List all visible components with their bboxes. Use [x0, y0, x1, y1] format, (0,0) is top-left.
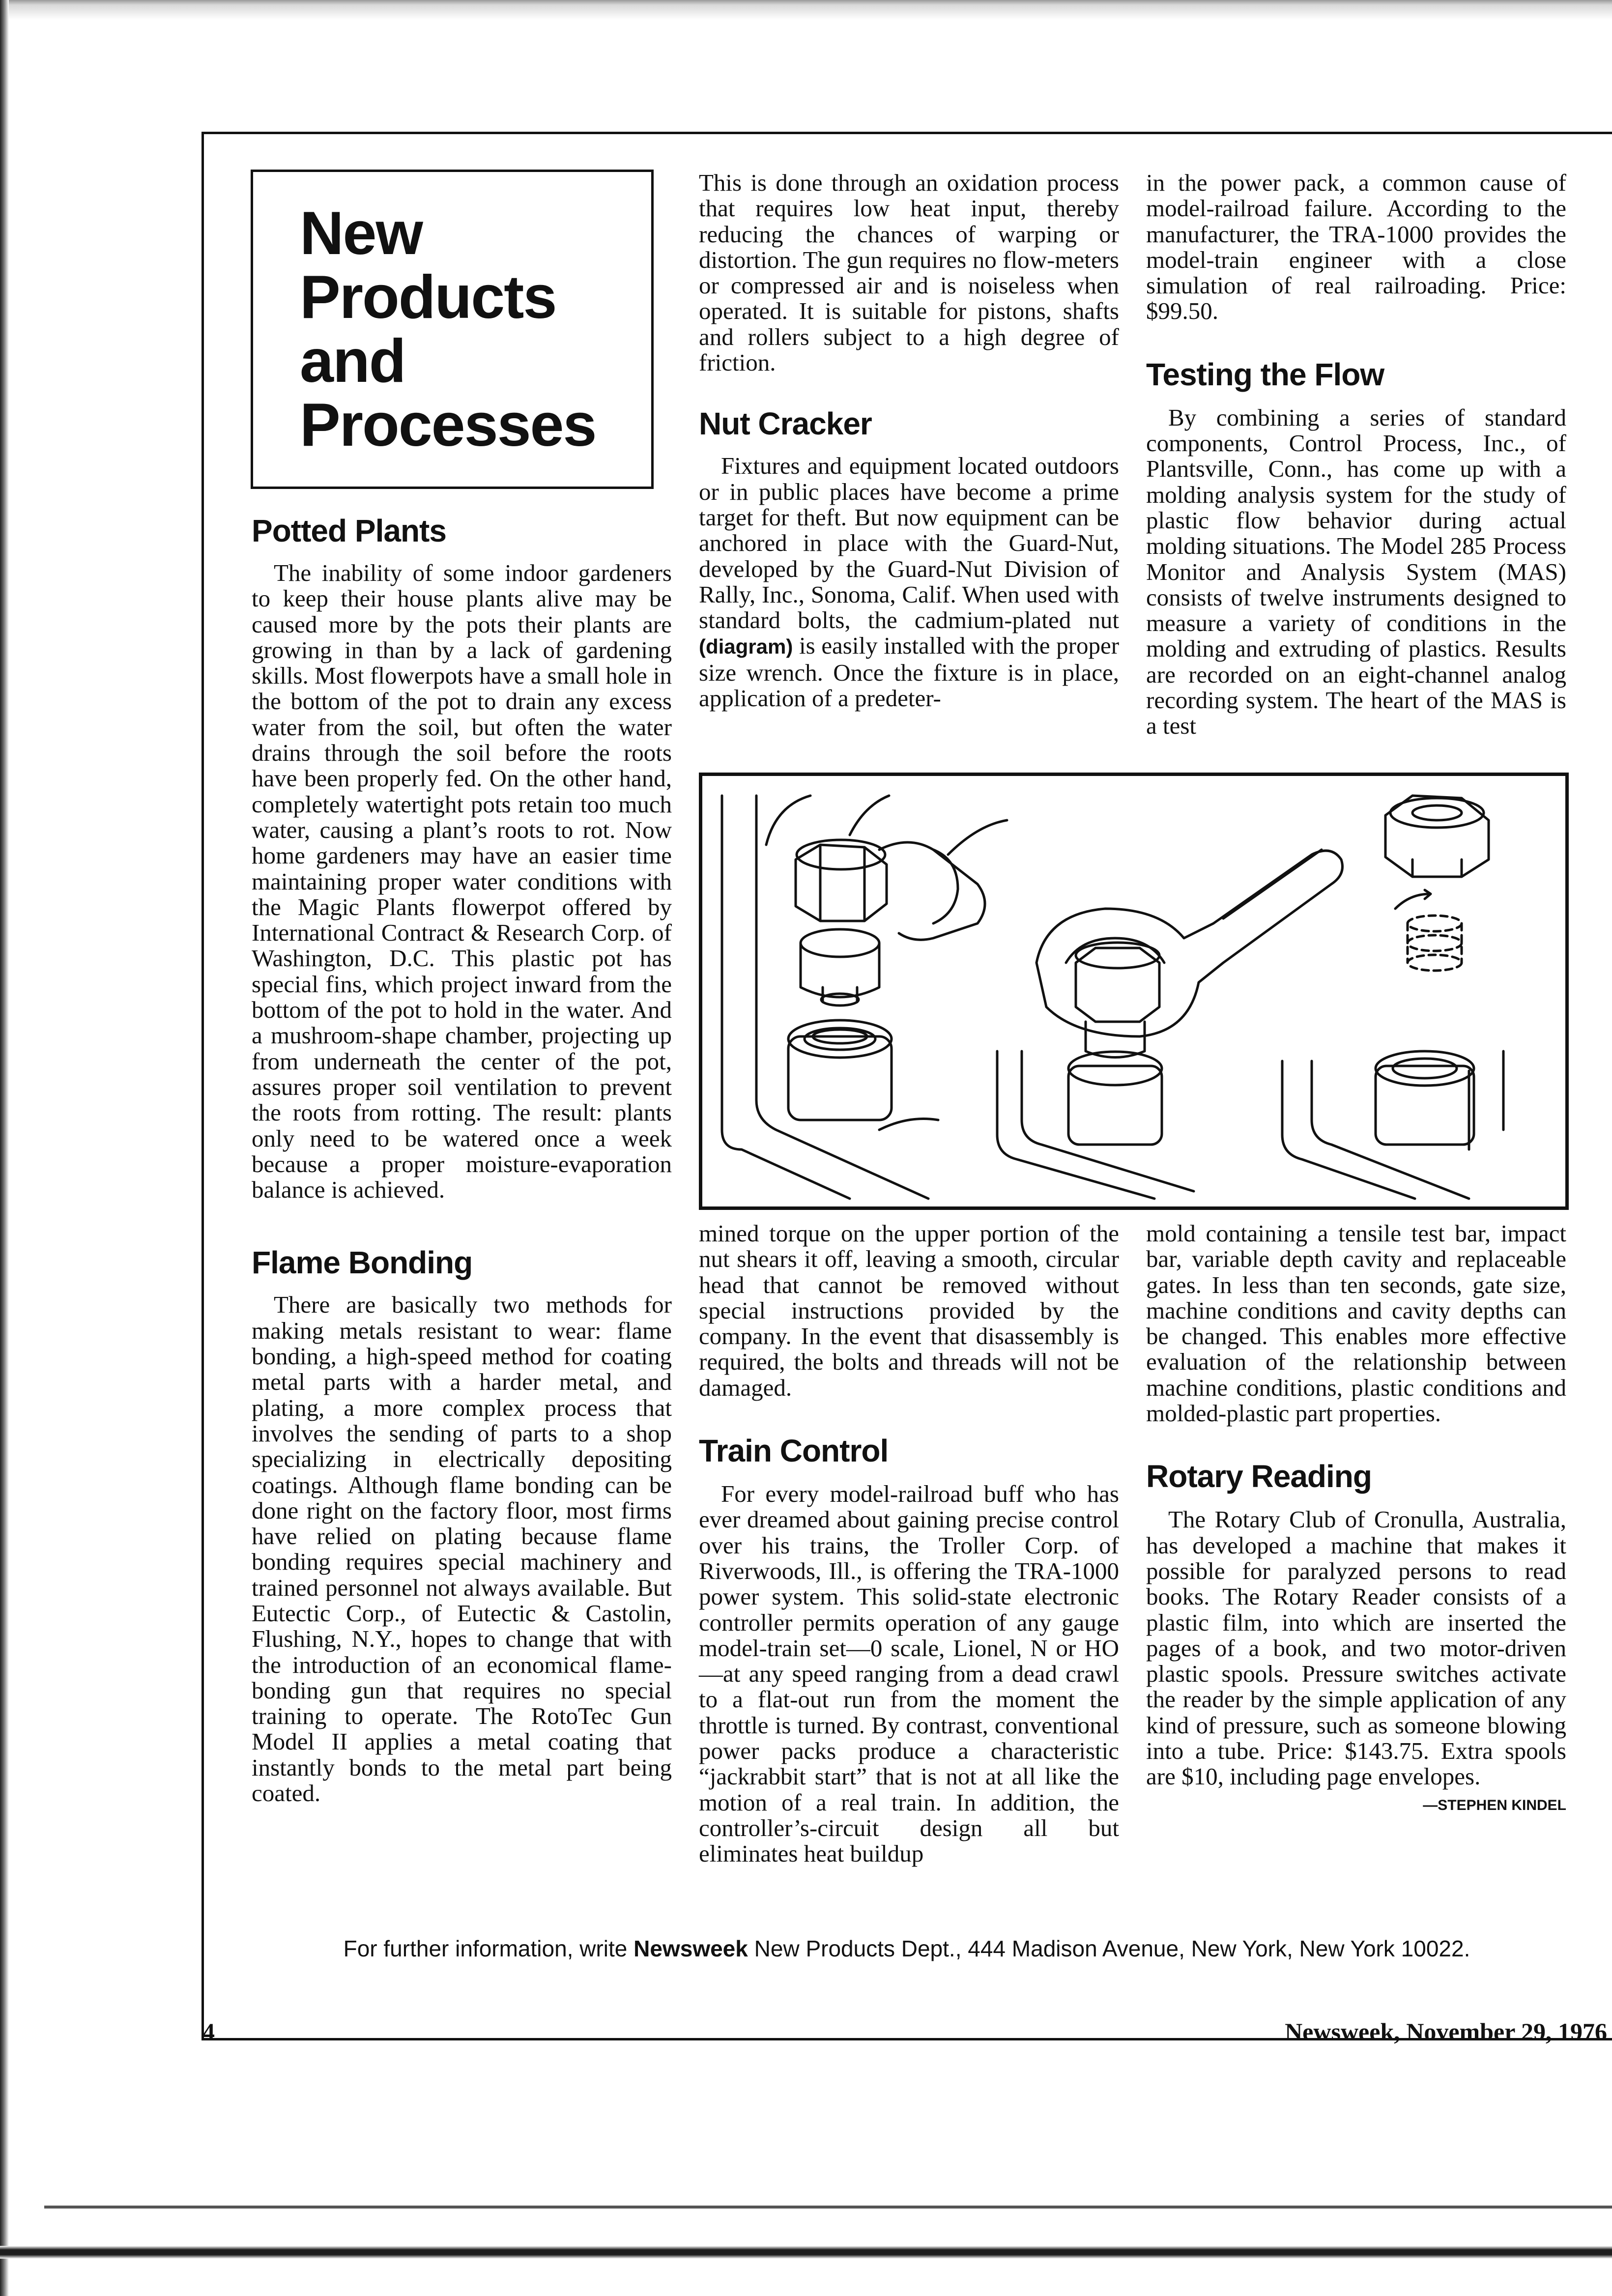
title-line: and [300, 327, 405, 395]
paragraph-nut-cracker [699, 453, 1119, 711]
diagram-reference: (diagram) [699, 635, 793, 659]
column-2-lower [699, 1221, 1119, 1867]
title-box [251, 170, 654, 489]
paragraph-flame-bonding-cont: This is done through an oxidation process that requires low heat input, thereby reducing the chances of warping or distortion. The gun requires no flow-meters or compressed air and is noiseless when operated. It is suitable for pistons, shafts and rollers subject to a high degree of friction. [699, 169, 1119, 376]
column-3-lower [1146, 1221, 1566, 1818]
paragraph-train-control: For every model-railroad buff who has ever dreamed about gaining precise control over his trains, the Troller Corp. of Riverwoods, Ill., is offering the TRA-1000 power system. This solid-state electronic controller permits operation of any gauge model-train set—0 scale, Lionel, N or HO—at any speed ranging from a dead crawl to a flat-out run from the moment the throttle is turned. By contrast, conventional power packs produce a characteristic “jackrabbit start” that is not at all like the motion of a real train. In addition, the controller’s-circuit design all but eliminates heat buildup [699, 1480, 1119, 1867]
issue-line: Newsweek, November 29, 1976 [1285, 2018, 1607, 2045]
column-2-upper [699, 170, 1119, 711]
heading-rotary-reading: Rotary Reading [1146, 1459, 1372, 1494]
footer-lead: For further information, write [343, 1936, 628, 1961]
paragraph-rotary-reading: The Rotary Club of Cronulla, Australia, has developed a machine that makes it possible for paralyzed persons to read books. The Rotary Reader consists of a plastic film, into which are inserted the pages of a book, and two motor-driven plastic spools. Pressure switches activate the reader by the simple application of any kind of pressure, such as someone blowing into a tube. Price: $143.75. Extra spools are $10, including page envelopes. [1146, 1506, 1566, 1790]
title-line: New [300, 200, 422, 267]
heading-nut-cracker: Nut Cracker [699, 406, 872, 442]
title-line: Processes [300, 391, 596, 459]
title-line: Products [300, 263, 556, 331]
heading-testing-the-flow: Testing the Flow [1146, 356, 1384, 392]
author-byline: —STEPHEN KINDEL [1423, 1797, 1566, 1813]
paragraph-train-control-cont: in the power pack, a common cause of model-railroad failure. According to the manufacturer, the TRA-1000 provides the model-train engineer with a close simulation of real railroading. Price: $99.50. [1146, 169, 1566, 325]
panel-install-nut [722, 796, 1007, 1199]
scan-edge-left [0, 0, 9, 2296]
paragraph-testing-the-flow-cont: mold containing a tensile test bar, impact bar, variable depth cavity and replaceable gates. In less than ten seconds, gate size, machine conditions and cavity depths can be changed. This enables more effective evaluation of the relationship between machine conditions, plastic conditions and molded-plastic part properties. [1146, 1220, 1566, 1427]
guard-nut-diagram [699, 773, 1569, 1210]
footer-address: New Products Dept., 444 Madison Avenue, New York, New York 10022. [754, 1936, 1470, 1961]
page-number: 4 [202, 2018, 215, 2045]
nut-text-b: is easily installed with the proper size wrench. Once the fixture is in place, application of a predeter- [699, 632, 1120, 712]
column-1 [252, 511, 672, 1806]
scan-line [44, 2206, 1612, 2209]
nut-bolt-wrench-diagram-icon [702, 776, 1565, 1206]
nut-text-a: Fixtures and equipment located outdoors or in public places have become a prime target for theft. But now equipment can be anchored in place with the Guard-Nut, developed by the Guard-Nut Division of Rally, Inc., Sonoma, Calif. When used with standard bolts, the cadmium-plated nut [699, 452, 1119, 634]
scan-edge-top [0, 0, 1612, 29]
paragraph-flame-bonding: There are basically two methods for making metals resistant to wear: flame bonding, a high-speed method for coating metal parts with a harder metal, and plating, a more complex process that involves the sending of parts to a shop specializing in electrically depositing coatings. Although flame bonding can be done right on the factory floor, most firms have relied on plating because flame bonding requires special machinery and trained personnel not always available. But Eutectic Corp., of Eutectic & Castolin, Flushing, N.Y., hopes to change that with the introduction of an economical flame-bonding gun that requires no special training to operate. The RotoTec Gun Model II applies a metal coating that instantly bonds to the metal part being coated. [252, 1291, 672, 1807]
panel-wrench-torque [997, 850, 1343, 1199]
paragraph-potted-plants: The inability of some indoor gardeners to keep their house plants alive may be caused more by the pots their plants are growing in than by a lack of gardening skills. Most flowerpots have a small hole in the bottom of the pot to drain any excess water from the soil, but often the water drains through the soil before the roots have been properly fed. On the other hand, completely watertight pots retain too much water, causing a plant’s roots to rot. Now home gardeners may have an easier time maintaining proper water conditions with the Magic Plants flowerpot offered by International Contract & Research Corp. of Washington, D.C. This plastic pot has special fins, which project inward from the bottom of the pot to hold in the water. And a mushroom-shape chamber, projecting up from underneath the center of the pot, assures proper soil ventilation to prevent the roots from rotting. The result: plants only need to be watered once a week because a proper moisture-evaporation balance is achieved. [252, 559, 672, 1204]
heading-train-control: Train Control [699, 1433, 889, 1469]
panel-sheared-nut [1282, 796, 1503, 1199]
further-information-note [202, 1935, 1612, 1962]
heading-potted-plants: Potted Plants [252, 513, 446, 548]
section-title [300, 201, 644, 457]
scan-edge-bottom [0, 2246, 1612, 2259]
paragraph-nut-cracker-cont: mined torque on the upper portion of the nut shears it off, leaving a smooth, circular head that cannot be removed without special instructions provided by the company. In the event that disassembly is required, the bolts and threads will not be damaged. [699, 1220, 1119, 1401]
heading-flame-bonding: Flame Bonding [252, 1245, 473, 1281]
paragraph-testing-the-flow: By combining a series of standard components, Control Process, Inc., of Plantsville, Conn., has come up with a molding analysis system for the study of plastic flow behavior during actual molding situations. The Model 285 Process Monitor and Analysis System (MAS) consists of twelve instruments designed to measure a variety of conditions in the molding and extruding of plastics. Results are recorded on an eight-channel analog recording system. The heart of the MAS is a test [1146, 403, 1566, 740]
column-3-upper [1146, 170, 1566, 739]
footer-brand: Newsweek [633, 1936, 748, 1961]
